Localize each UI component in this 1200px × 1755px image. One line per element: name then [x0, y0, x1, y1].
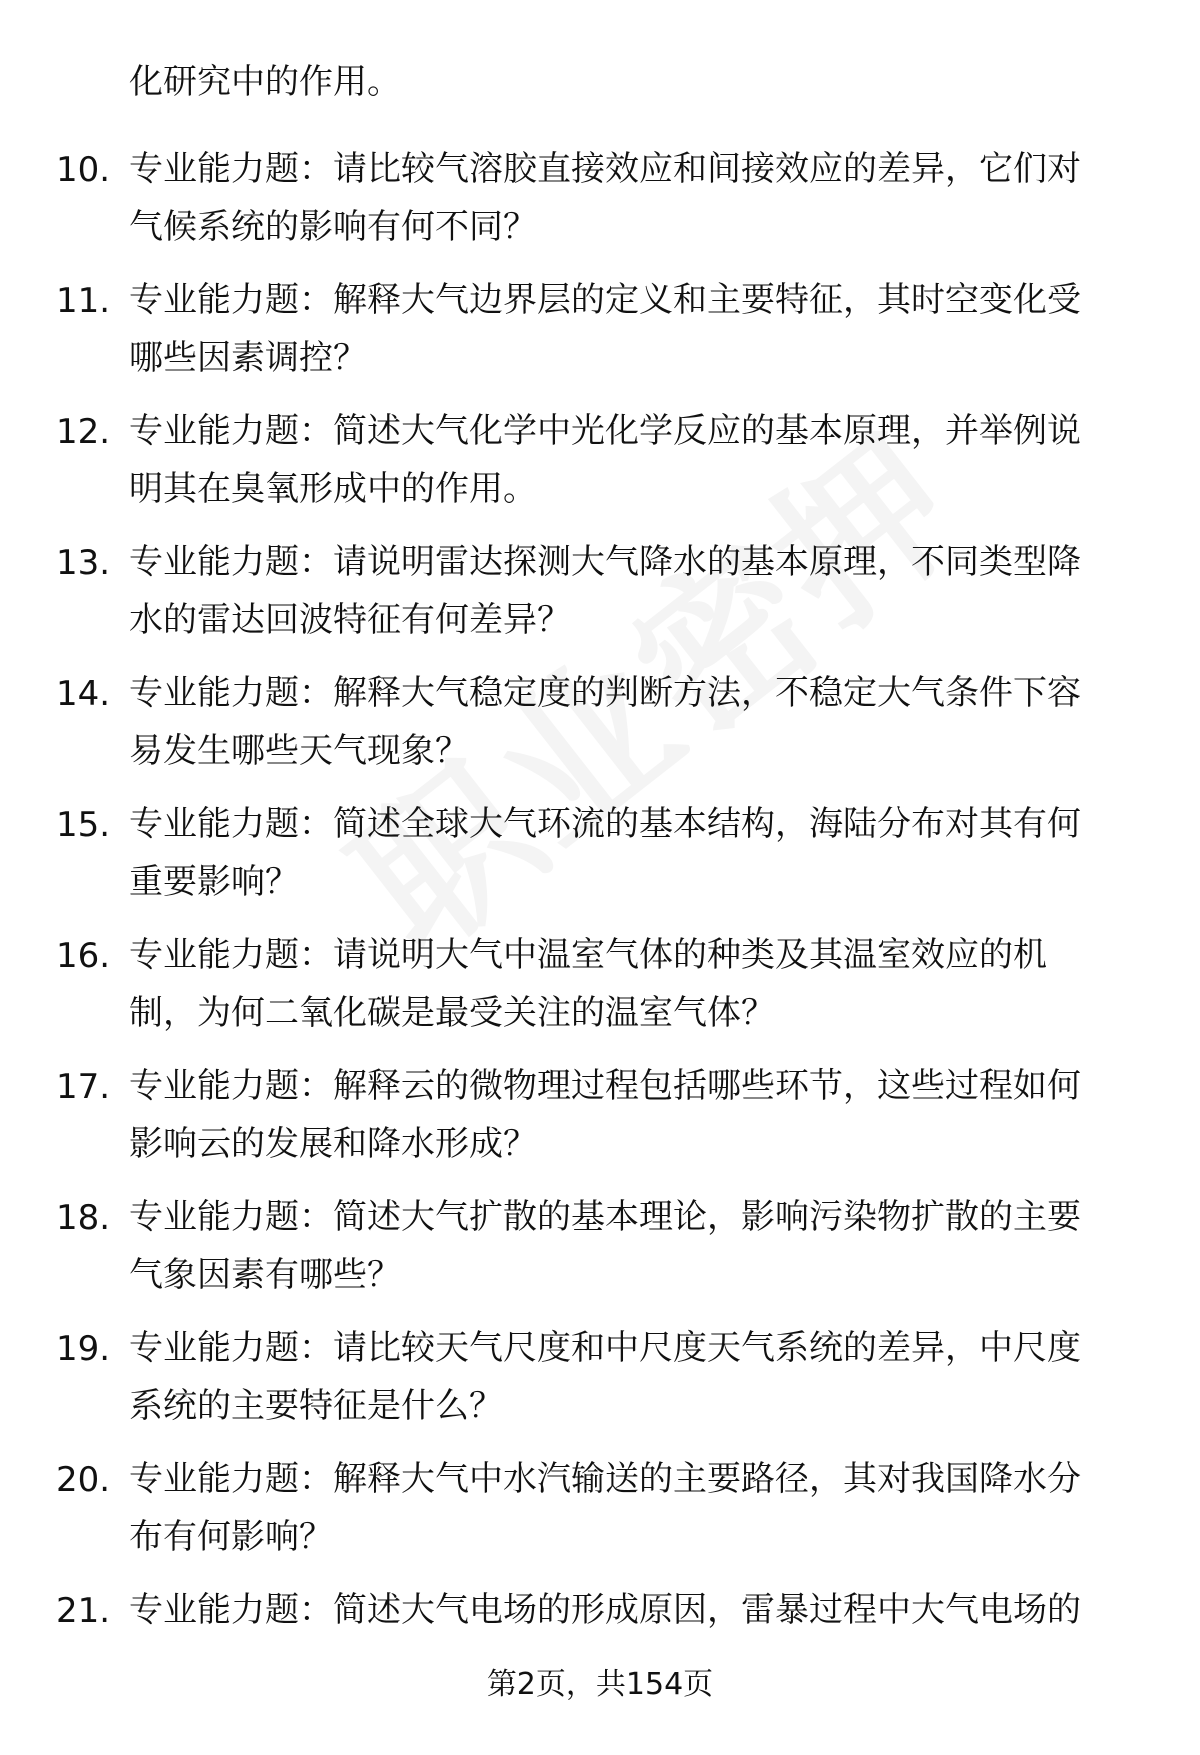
question-line: 专业能力题：请说明雷达探测大气降水的基本原理，不同类型降: [129, 542, 1081, 582]
question-line: 制，为何二氧化碳是最受关注的温室气体？: [129, 993, 775, 1033]
question-line: 水的雷达回波特征有何差异？: [129, 600, 571, 640]
question-line: 影响云的发展和降水形成？: [129, 1124, 537, 1164]
question-text: [129, 1319, 1139, 1435]
question-line: 气候系统的影响有何不同？: [129, 207, 537, 247]
question-list: [0, 140, 1200, 1712]
question-line: 明其在臭氧形成中的作用。: [129, 469, 537, 509]
question-line: 哪些因素调控？: [129, 338, 367, 378]
question-item: [0, 926, 1200, 1057]
question-item: [0, 533, 1200, 664]
question-line: 专业能力题：解释大气稳定度的判断方法，不稳定大气条件下容: [129, 673, 1081, 713]
question-item: [0, 795, 1200, 926]
page-footer: 第2页，共154页: [486, 1667, 714, 1702]
question-text: [129, 533, 1139, 649]
question-text: [129, 140, 1139, 256]
question-text: [129, 1581, 1139, 1639]
question-line: 专业能力题：简述大气扩散的基本理论，影响污染物扩散的主要: [129, 1197, 1081, 1237]
question-item: [0, 271, 1200, 402]
continuation-text: 化研究中的作用。: [129, 62, 401, 102]
question-line: 专业能力题：解释大气中水汽输送的主要路径，其对我国降水分: [129, 1459, 1081, 1499]
question-text: [129, 271, 1139, 387]
question-text: [129, 664, 1139, 780]
question-line: 专业能力题：简述大气化学中光化学反应的基本原理，并举例说: [129, 411, 1081, 451]
question-number: 16.: [56, 936, 111, 976]
question-number: 14.: [56, 674, 111, 714]
question-line: 气象因素有哪些？: [129, 1255, 401, 1295]
question-line: 布有何影响？: [129, 1517, 333, 1557]
question-line: 专业能力题：请比较气溶胶直接效应和间接效应的差异，它们对: [129, 149, 1081, 189]
question-line: 专业能力题：请比较天气尺度和中尺度天气系统的差异，中尺度: [129, 1328, 1081, 1368]
question-line: 专业能力题：简述全球大气环流的基本结构，海陆分布对其有何: [129, 804, 1081, 844]
question-item: [0, 1188, 1200, 1319]
question-number: 11.: [56, 281, 111, 321]
question-line: 重要影响？: [129, 862, 299, 902]
question-text: [129, 926, 1139, 1042]
question-line: 易发生哪些天气现象？: [129, 731, 469, 771]
question-item: [0, 664, 1200, 795]
question-item: [0, 1450, 1200, 1581]
question-text: [129, 1188, 1139, 1304]
question-line: 专业能力题：请说明大气中温室气体的种类及其温室效应的机: [129, 935, 1047, 975]
question-number: 15.: [56, 805, 111, 845]
question-number: 18.: [56, 1198, 111, 1238]
question-text: [129, 402, 1139, 518]
question-line: 专业能力题：简述大气电场的形成原因，雷暴过程中大气电场的: [129, 1590, 1081, 1630]
question-number: 19.: [56, 1329, 111, 1369]
question-text: [129, 1450, 1139, 1566]
question-number: 20.: [56, 1460, 111, 1500]
question-number: 21.: [56, 1591, 111, 1631]
question-number: 17.: [56, 1067, 111, 1107]
question-number: 12.: [56, 412, 111, 452]
question-text: [129, 1057, 1139, 1173]
question-number: 13.: [56, 543, 111, 583]
question-line: 专业能力题：解释云的微物理过程包括哪些环节，这些过程如何: [129, 1066, 1081, 1106]
question-text: [129, 795, 1139, 911]
question-item: [0, 1057, 1200, 1188]
question-line: 系统的主要特征是什么？: [129, 1386, 503, 1426]
question-item: [0, 140, 1200, 271]
question-item: [0, 1319, 1200, 1450]
question-number: 10.: [56, 150, 111, 190]
question-item: [0, 402, 1200, 533]
question-line: 专业能力题：解释大气边界层的定义和主要特征，其时空变化受: [129, 280, 1081, 320]
